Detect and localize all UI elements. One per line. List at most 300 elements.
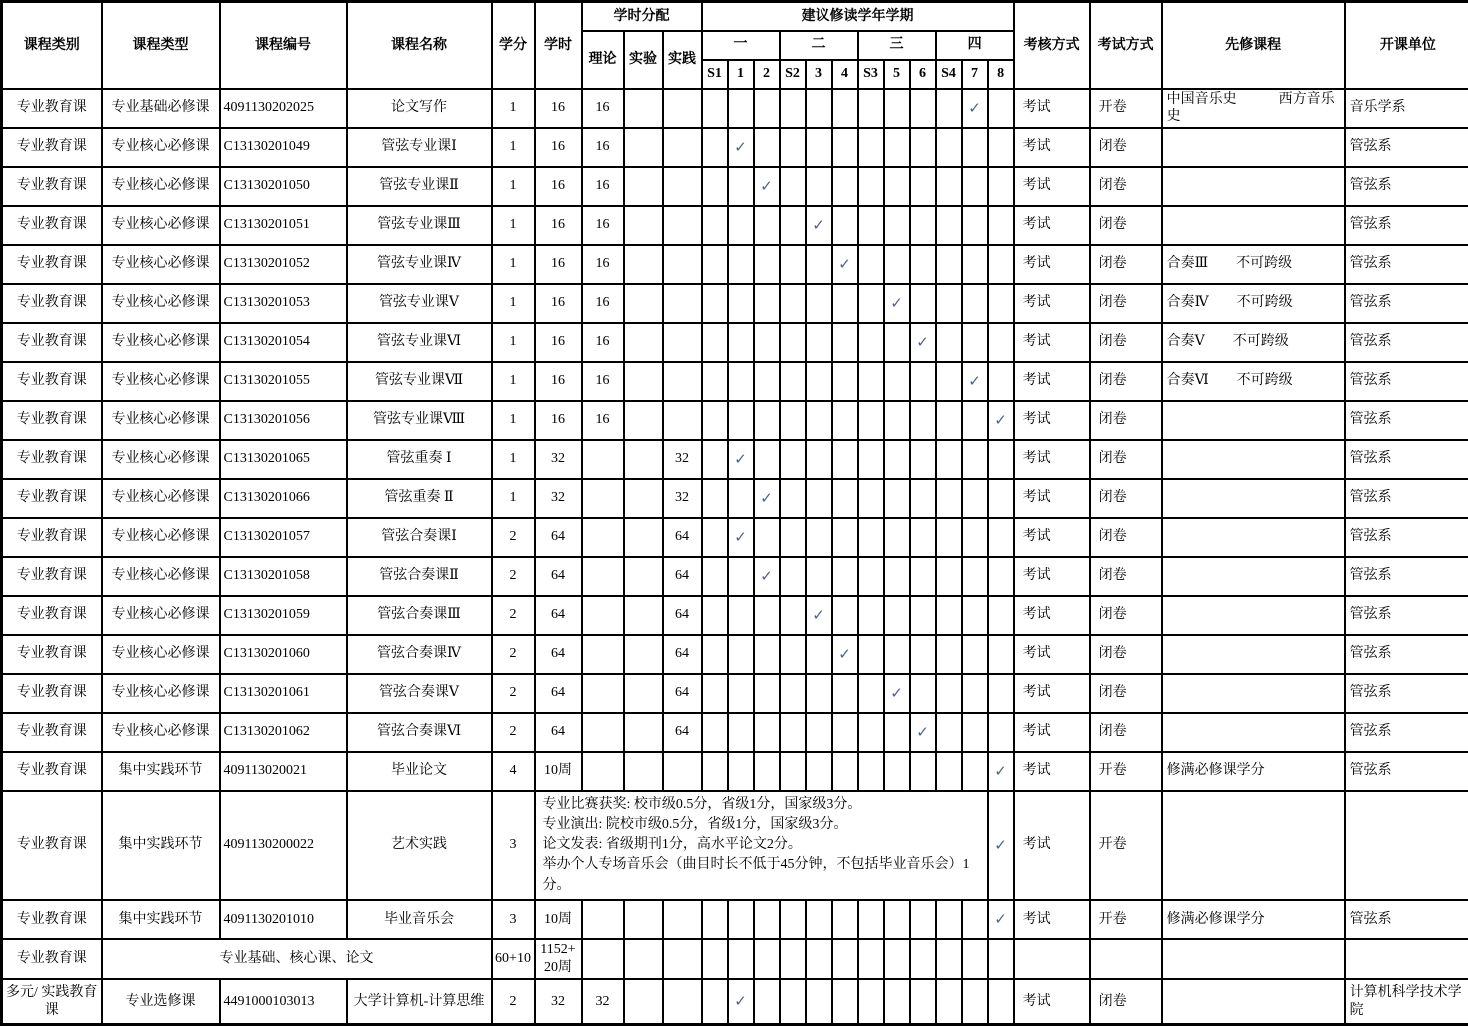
semester-check-cell: ✓ [910,713,936,752]
cell-offering-unit: 管弦系 [1345,245,1468,284]
cell-assessment-method: 考试 [1014,635,1090,674]
cell-course-name: 管弦专业课Ⅵ [347,323,492,362]
semester-cell [962,518,988,557]
cell-course-code: 4491000103013 [220,979,347,1025]
cell-exam-method: 闭卷 [1090,245,1162,284]
semester-check-cell: ✓ [884,674,910,713]
header-year-3: 三 [858,31,936,60]
cell-credits: 3 [492,791,535,900]
table-row [2,479,1468,518]
cell-course-type: 专业核心必修课 [102,284,220,323]
cell-practice-hours [663,89,702,128]
semester-cell [754,979,780,1025]
cell-hours: 32 [535,479,582,518]
semester-cell [858,518,884,557]
cell-theory-hours [582,752,624,791]
cell-hours: 16 [535,128,582,167]
semester-cell [988,245,1014,284]
semester-cell [702,713,728,752]
cell-course-code: C13130201054 [220,323,347,362]
cell-assessment-method: 考试 [1014,89,1090,128]
semester-cell [702,440,728,479]
cell-prerequisites [1162,206,1345,245]
cell-course-code: 4091130202025 [220,89,347,128]
semester-check-cell: ✓ [962,362,988,401]
cell-assessment-method: 考试 [1014,401,1090,440]
semester-check-cell: ✓ [728,128,754,167]
semester-cell [832,167,858,206]
semester-cell [780,479,806,518]
semester-cell [728,752,754,791]
cell-course-code: 4091130200022 [220,791,347,900]
cell-assessment-method: 考试 [1014,323,1090,362]
cell-course-type: 集中实践环节 [102,791,220,900]
semester-cell [702,674,728,713]
semester-cell [936,674,962,713]
semester-cell [780,167,806,206]
cell-prerequisites [1162,518,1345,557]
semester-check-cell: ✓ [832,635,858,674]
cell-practice-hours [663,979,702,1025]
cell-course-type: 集中实践环节 [102,900,220,939]
header-sem-7: 7 [962,60,988,89]
cell-offering-unit: 管弦系 [1345,479,1468,518]
semester-cell [884,401,910,440]
cell-exam-method: 闭卷 [1090,128,1162,167]
semester-cell [780,245,806,284]
cell-course-category: 专业教育课 [2,791,102,900]
cell-course-category: 专业教育课 [2,900,102,939]
cell-prerequisites [1162,674,1345,713]
cell-course-code: C13130201053 [220,284,347,323]
header-credits: 学分 [492,2,535,89]
semester-cell [910,557,936,596]
semester-check-cell: ✓ [728,440,754,479]
cell-experiment-hours [624,401,663,440]
cell-experiment-hours [624,479,663,518]
header-sem-3: 3 [806,60,832,89]
semester-cell [962,635,988,674]
semester-cell [780,674,806,713]
semester-cell [702,323,728,362]
cell-course-name: 管弦专业课Ⅲ [347,206,492,245]
semester-cell [702,900,728,939]
semester-cell [728,167,754,206]
cell-credits: 3 [492,900,535,939]
cell-theory-hours: 16 [582,362,624,401]
cell-course-type: 专业核心必修课 [102,674,220,713]
semester-cell [754,206,780,245]
semester-cell [728,557,754,596]
semester-cell [806,323,832,362]
cell-course-code: C13130201059 [220,596,347,635]
table-row [2,284,1468,323]
cell-exam-method: 闭卷 [1090,674,1162,713]
cell-exam-method: 闭卷 [1090,518,1162,557]
semester-cell [988,167,1014,206]
cell-experiment-hours [624,206,663,245]
semester-cell [858,479,884,518]
semester-cell [832,713,858,752]
cell-prerequisites [1162,167,1345,206]
cell-course-category: 专业教育课 [2,167,102,206]
semester-cell [936,713,962,752]
semester-cell [702,245,728,284]
semester-cell [962,979,988,1025]
cell-assessment-method: 考试 [1014,284,1090,323]
semester-cell [910,479,936,518]
cell-practice-hours [663,401,702,440]
cell-experiment-hours [624,596,663,635]
cell-assessment-method: 考试 [1014,245,1090,284]
table-row [2,128,1468,167]
cell-course-name: 管弦专业课Ⅷ [347,401,492,440]
semester-cell [780,900,806,939]
semester-cell [910,401,936,440]
semester-cell [858,128,884,167]
semester-cell [780,128,806,167]
semester-cell [962,479,988,518]
semester-cell [962,939,988,979]
semester-cell [936,167,962,206]
semester-cell [832,479,858,518]
cell-course-category: 专业教育课 [2,674,102,713]
semester-check-cell: ✓ [754,557,780,596]
table-row [2,900,1468,939]
semester-cell [936,89,962,128]
practice-note-line: 论文发表: 省级期刊1分，高水平论文2分。 [543,835,980,855]
header-sem-1: 1 [728,60,754,89]
cell-theory-hours [582,900,624,939]
semester-cell [936,479,962,518]
header-sem-5: 5 [884,60,910,89]
cell-theory-hours: 16 [582,89,624,128]
cell-experiment-hours [624,979,663,1025]
semester-cell [910,596,936,635]
cell-prerequisites [1162,635,1345,674]
cell-hours: 64 [535,713,582,752]
cell-course-name: 管弦合奏课Ⅴ [347,674,492,713]
header-experiment: 实验 [624,31,663,89]
cell-prerequisites [1162,479,1345,518]
semester-cell [936,128,962,167]
cell-assessment-method: 考试 [1014,791,1090,900]
cell-course-category: 专业教育课 [2,939,102,979]
table-row [2,557,1468,596]
semester-cell [936,979,962,1025]
cell-exam-method: 闭卷 [1090,979,1162,1025]
semester-cell [832,401,858,440]
semester-cell [780,362,806,401]
semester-cell [832,674,858,713]
semester-check-cell: ✓ [728,979,754,1025]
semester-cell [832,284,858,323]
cell-course-name: 论文写作 [347,89,492,128]
semester-cell [884,713,910,752]
cell-credits: 1 [492,323,535,362]
semester-cell [702,128,728,167]
semester-cell [910,440,936,479]
semester-cell [780,440,806,479]
cell-experiment-hours [624,89,663,128]
semester-cell [858,557,884,596]
semester-cell [832,939,858,979]
cell-experiment-hours [624,362,663,401]
semester-cell [754,635,780,674]
cell-exam-method: 闭卷 [1090,713,1162,752]
cell-theory-hours: 16 [582,323,624,362]
cell-prerequisites [1162,128,1345,167]
table-row [2,752,1468,791]
cell-offering-unit: 管弦系 [1345,635,1468,674]
semester-cell [806,900,832,939]
semester-cell [936,557,962,596]
cell-practice-hours [663,167,702,206]
cell-practice-hours [663,128,702,167]
cell-exam-method: 闭卷 [1090,401,1162,440]
semester-cell [780,752,806,791]
cell-prerequisites: 合奏Ⅲ 不可跨级 [1162,245,1345,284]
cell-offering-unit: 管弦系 [1345,206,1468,245]
cell-practice-hours: 64 [663,674,702,713]
semester-cell [806,939,832,979]
cell-course-category: 专业教育课 [2,284,102,323]
cell-credits: 1 [492,245,535,284]
semester-cell [910,89,936,128]
semester-cell [858,979,884,1025]
cell-credits: 2 [492,674,535,713]
cell-practice-hours [663,284,702,323]
cell-course-category: 专业教育课 [2,635,102,674]
cell-prerequisites: 中国音乐史 西方音乐史 [1162,89,1345,128]
cell-course-name: 管弦合奏课Ⅳ [347,635,492,674]
semester-cell [884,900,910,939]
cell-prerequisites: 合奏Ⅴ 不可跨级 [1162,323,1345,362]
table-row [2,245,1468,284]
cell-theory-hours [582,518,624,557]
cell-practice-hours [663,323,702,362]
semester-cell [832,518,858,557]
semester-cell [832,128,858,167]
cell-assessment-method: 考试 [1014,900,1090,939]
cell-course-name: 大学计算机-计算思维 [347,979,492,1025]
header-course-category: 课程类别 [2,2,102,89]
cell-course-name: 管弦合奏课Ⅲ [347,596,492,635]
cell-experiment-hours [624,752,663,791]
semester-cell [780,939,806,979]
cell-prerequisites: 修满必修课学分 [1162,752,1345,791]
cell-credits: 1 [492,401,535,440]
cell-offering-unit [1345,791,1468,900]
semester-cell [988,362,1014,401]
semester-cell [702,284,728,323]
cell-course-type: 专业核心必修课 [102,518,220,557]
header-sem-4: 4 [832,60,858,89]
semester-cell [728,206,754,245]
semester-check-cell: ✓ [754,479,780,518]
cell-offering-unit: 管弦系 [1345,713,1468,752]
cell-course-code: C13130201057 [220,518,347,557]
cell-course-type: 专业核心必修课 [102,206,220,245]
cell-hours: 16 [535,284,582,323]
semester-cell [858,900,884,939]
cell-hours: 16 [535,167,582,206]
semester-cell [754,284,780,323]
semester-cell [806,362,832,401]
cell-experiment-hours [624,557,663,596]
semester-check-cell: ✓ [988,752,1014,791]
semester-cell [780,284,806,323]
cell-course-name: 管弦专业课Ⅱ [347,167,492,206]
cell-course-name: 管弦专业课Ⅶ [347,362,492,401]
cell-prerequisites: 合奏Ⅵ 不可跨级 [1162,362,1345,401]
cell-assessment-method: 考试 [1014,713,1090,752]
cell-course-category: 专业教育课 [2,752,102,791]
cell-experiment-hours [624,674,663,713]
header-course-code: 课程编号 [220,2,347,89]
table-header [2,2,1468,89]
semester-cell [884,245,910,284]
cell-experiment-hours [624,713,663,752]
header-sem-s1: S1 [702,60,728,89]
semester-cell [858,167,884,206]
semester-cell [780,401,806,440]
semester-cell [858,206,884,245]
semester-cell [702,939,728,979]
cell-assessment-method: 考试 [1014,752,1090,791]
semester-cell [962,440,988,479]
cell-practice-hours: 32 [663,440,702,479]
cell-credits: 2 [492,713,535,752]
semester-cell [936,401,962,440]
cell-assessment-method: 考试 [1014,518,1090,557]
semester-cell [728,479,754,518]
cell-prerequisites [1162,596,1345,635]
cell-theory-hours: 32 [582,979,624,1025]
cell-course-name: 管弦合奏课Ⅵ [347,713,492,752]
cell-practice-hours: 64 [663,713,702,752]
semester-cell [884,440,910,479]
cell-offering-unit: 管弦系 [1345,752,1468,791]
semester-cell [910,206,936,245]
cell-experiment-hours [624,284,663,323]
cell-hours: 16 [535,245,582,284]
semester-cell [754,518,780,557]
semester-cell [858,245,884,284]
semester-cell [988,939,1014,979]
semester-check-cell: ✓ [806,206,832,245]
semester-cell [806,713,832,752]
cell-prerequisites [1162,440,1345,479]
semester-cell [754,440,780,479]
cell-course-code: C13130201060 [220,635,347,674]
cell-course-category: 专业教育课 [2,323,102,362]
cell-offering-unit: 管弦系 [1345,401,1468,440]
cell-theory-hours: 16 [582,401,624,440]
semester-cell [910,752,936,791]
cell-exam-method: 开卷 [1090,752,1162,791]
semester-cell [962,401,988,440]
cell-experiment-hours [624,440,663,479]
semester-cell [884,323,910,362]
cell-exam-method: 闭卷 [1090,635,1162,674]
cell-course-code: C13130201049 [220,128,347,167]
cell-course-type: 专业选修课 [102,979,220,1025]
cell-course-type: 专业核心必修课 [102,596,220,635]
semester-cell [728,939,754,979]
cell-experiment-hours [624,518,663,557]
cell-offering-unit: 音乐学系 [1345,89,1468,128]
cell-theory-hours [582,674,624,713]
table-row [2,323,1468,362]
cell-theory-hours: 16 [582,245,624,284]
semester-cell [754,245,780,284]
table-row [2,713,1468,752]
cell-course-category: 专业教育课 [2,128,102,167]
header-sem-s2: S2 [780,60,806,89]
cell-credits: 1 [492,206,535,245]
semester-cell [858,674,884,713]
cell-course-code: C13130201055 [220,362,347,401]
semester-cell [728,596,754,635]
semester-cell [936,596,962,635]
semester-cell [754,713,780,752]
cell-credits: 2 [492,596,535,635]
cell-hours: 64 [535,557,582,596]
semester-cell [832,440,858,479]
semester-cell [702,596,728,635]
semester-cell [910,979,936,1025]
cell-course-type: 专业核心必修课 [102,401,220,440]
cell-practice-hours: 32 [663,479,702,518]
cell-assessment-method [1014,939,1090,979]
cell-credits: 1 [492,89,535,128]
cell-course-code: C13130201051 [220,206,347,245]
cell-course-category: 专业教育课 [2,206,102,245]
cell-exam-method: 闭卷 [1090,596,1162,635]
header-exam-method: 考试方式 [1090,2,1162,89]
cell-offering-unit: 管弦系 [1345,518,1468,557]
cell-course-category: 专业教育课 [2,596,102,635]
semester-cell [988,979,1014,1025]
semester-cell [884,89,910,128]
cell-credits: 1 [492,128,535,167]
semester-cell [780,323,806,362]
cell-offering-unit: 管弦系 [1345,596,1468,635]
cell-course-type: 专业核心必修课 [102,323,220,362]
cell-practice-hours [663,939,702,979]
header-sem-2: 2 [754,60,780,89]
semester-cell [832,596,858,635]
cell-prerequisites: 修满必修课学分 [1162,900,1345,939]
cell-theory-hours: 16 [582,167,624,206]
semester-cell [832,323,858,362]
cell-practice-hours [663,245,702,284]
header-course-type: 课程类型 [102,2,220,89]
cell-experiment-hours [624,167,663,206]
semester-cell [962,323,988,362]
cell-assessment-method: 考试 [1014,128,1090,167]
semester-cell [702,752,728,791]
semester-cell [780,713,806,752]
table-row [2,362,1468,401]
cell-exam-method: 闭卷 [1090,167,1162,206]
cell-credits: 4 [492,752,535,791]
semester-cell [988,89,1014,128]
semester-cell [806,674,832,713]
semester-cell [702,401,728,440]
header-year-2: 二 [780,31,858,60]
